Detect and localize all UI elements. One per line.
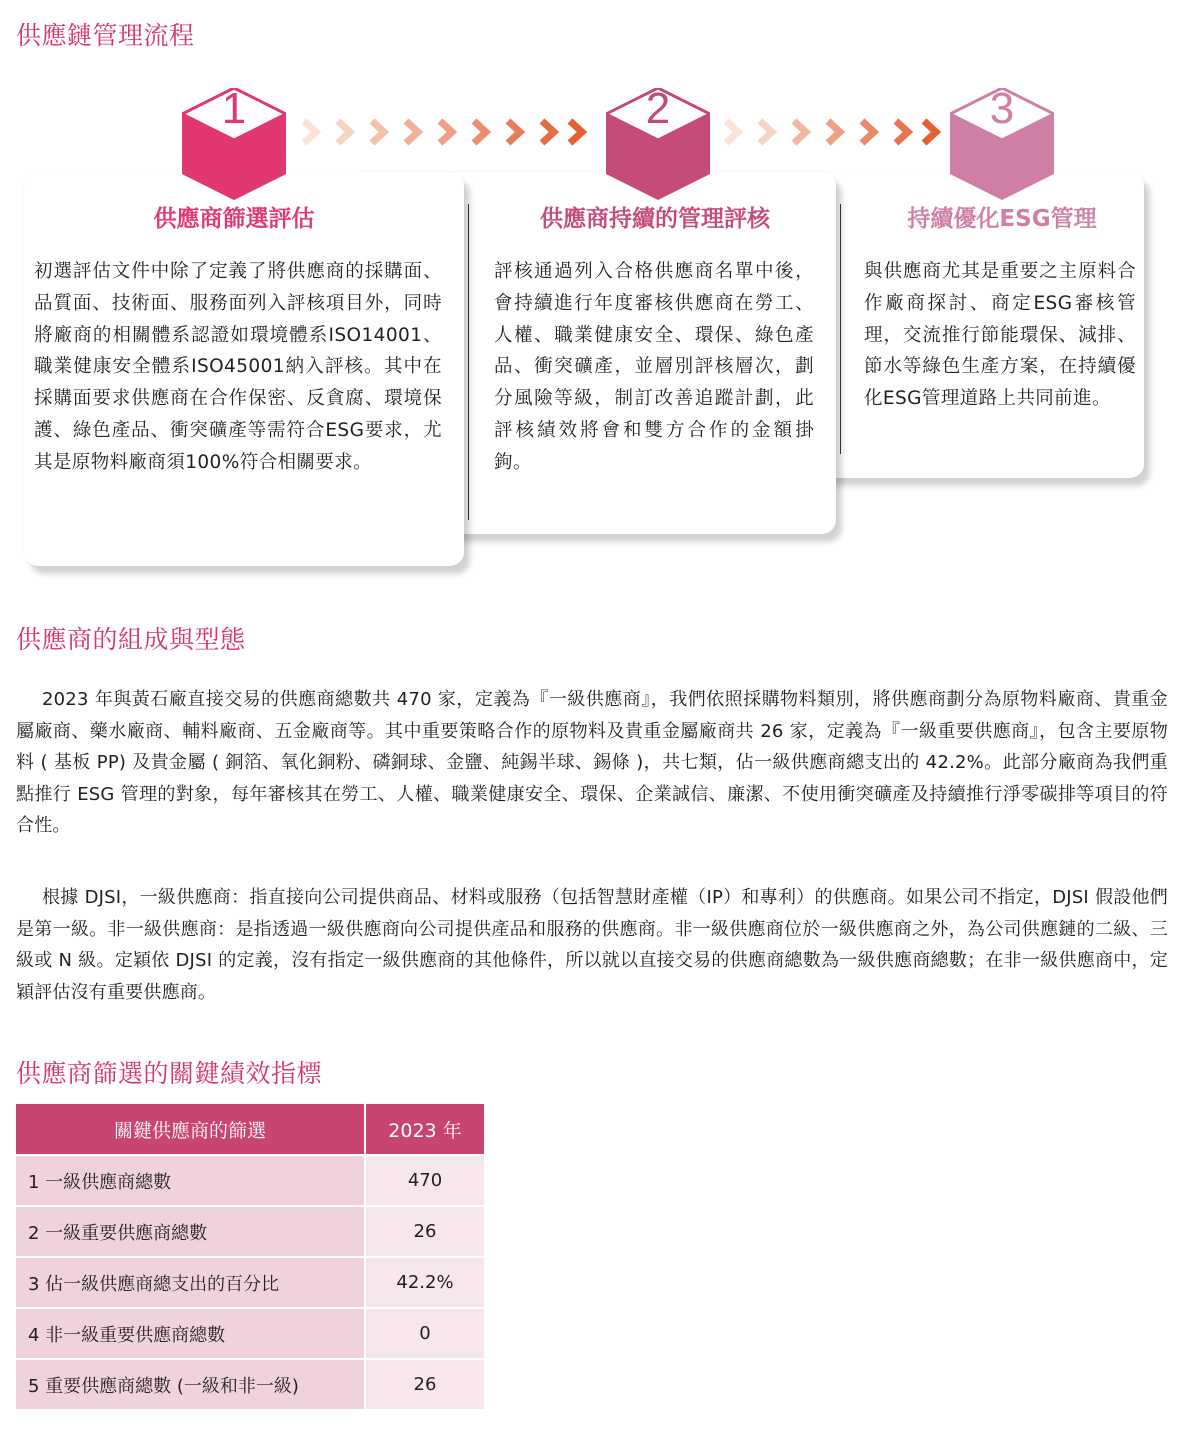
- table-cell-value: 26: [365, 1359, 484, 1409]
- chevron-arrows-icon: [722, 118, 942, 146]
- table-cell-label: 2 一級重要供應商總數: [16, 1206, 365, 1257]
- step-3-title: 持續優化ESG管理: [907, 206, 1097, 232]
- table-cell-value: 26: [365, 1206, 484, 1257]
- table-cell-value: 42.2%: [365, 1257, 484, 1308]
- step-1-number: 1: [221, 84, 247, 133]
- step-2-cube-icon: [606, 84, 710, 200]
- step-3-number: 3: [989, 84, 1015, 133]
- table-cell-value: 0: [365, 1308, 484, 1359]
- table-row: [16, 1155, 484, 1206]
- step-1-cube-icon: [182, 84, 286, 200]
- step-2-title: 供應商持續的管理評核: [540, 206, 770, 232]
- chevron-arrows-icon: [300, 118, 590, 146]
- table-cell-value: 470: [365, 1155, 484, 1206]
- table-cell-label: 3 佔一級供應商總支出的百分比: [16, 1257, 365, 1308]
- section-title-supplier-composition: 供應商的組成與型態: [16, 625, 246, 654]
- table-row: [16, 1206, 484, 1257]
- table-row: [16, 1308, 484, 1359]
- section-title-supply-chain-process: 供應鏈管理流程: [16, 21, 195, 50]
- column-divider: [840, 204, 841, 454]
- kpi-table: [16, 1104, 484, 1409]
- step-1-title: 供應商篩選評估: [153, 206, 315, 232]
- table-cell-label: 4 非一級重要供應商總數: [16, 1308, 365, 1359]
- column-divider: [468, 204, 469, 520]
- table-row: [16, 1257, 484, 1308]
- table-header-row: [16, 1104, 484, 1155]
- body-paragraph-2: 根據 DJSI，一級供應商：指直接向公司提供商品、材料或服務（包括智慧財產權（IP）和專利）的供應商。如果公司不指定，DJSI 假設他們是第一級。非一級供應商：是指透過一級供應商向公司提供產品和服務的供應商。非一級供應商位於一級供應商之外，為公司供應鏈的二級、三級或 N 級。定穎依 DJSI 的定義，沒有指定一級供應商的其他條件，所以就以直接交易的供應商總數為一級供應商總數；在非一級供應商中，定穎評估沒有重要供應商。: [16, 887, 1168, 1003]
- table-cell-label: 5 重要供應商總數 (一級和非一級): [16, 1359, 365, 1409]
- step-3-description: 與供應商尤其是重要之主原料合作廠商探討、商定ESG審核管理，交流推行節能環保、減排、節水等綠色生產方案，在持續優化ESG管理道路上共同前進。: [864, 261, 1136, 410]
- step-2-description: 評核通過列入合格供應商名單中後，會持續進行年度審核供應商在勞工、人權、職業健康安全、環保、綠色產品、衝突礦產，並層別評核層次，劃分風險等級，制訂改善追蹤計劃，此評核績效將會和雙方合作的金額掛鉤。: [494, 261, 814, 473]
- step-1-description: 初選評估文件中除了定義了將供應商的採購面、品質面、技術面、服務面列入評核項目外，同時將廠商的相關體系認證如環境體系ISO14001、職業健康安全體系ISO45001納入評核。其中在採購面要求供應商在合作保密、反貪腐、環境保護、綠色產品、衝突礦產等需符合ESG要求，尤其是原物料廠商須100%符合相關要求。: [34, 261, 442, 473]
- section-title-kpi: 供應商篩選的關鍵績效指標: [16, 1059, 323, 1088]
- table-cell-label: 1 一級供應商總數: [16, 1155, 365, 1206]
- body-paragraph-1: 2023 年與黃石廠直接交易的供應商總數共 470 家，定義為『一級供應商』，我們依照採購物料類別，將供應商劃分為原物料廠商、貴重金屬廠商、藥水廠商、輔料廠商、五金廠商等。其中重要策略合作的原物料及貴重金屬廠商共 26 家，定義為『一級重要供應商』，包含主要原物料 ( 基板 PP) 及貴金屬 ( 銅箔、氧化銅粉、磷銅球、金鹽、純錫半球、錫條 )，共七類，佔一級供應商總支出的 42.2%。此部分廠商為我們重點推行 ESG 管理的對象，每年審核其在勞工、人權、職業健康安全、環保、企業誠信、廉潔、不使用衝突礦產及持續推行淨零碳排等項目的符合性。: [16, 689, 1168, 836]
- step-2-number: 2: [645, 84, 671, 133]
- table-header-cell: 2023 年: [365, 1104, 484, 1155]
- table-header-cell: 關鍵供應商的篩選: [16, 1104, 365, 1155]
- table-row: [16, 1359, 484, 1409]
- step-3-cube-icon: [950, 84, 1054, 200]
